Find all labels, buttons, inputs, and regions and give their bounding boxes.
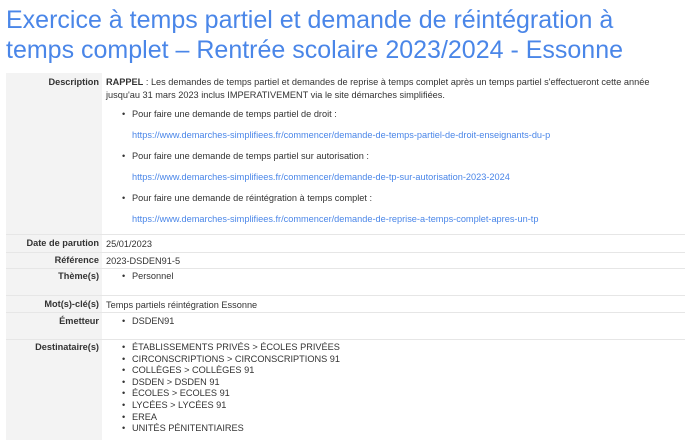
description-intro <box>106 73 685 102</box>
emetteur-list <box>120 316 685 328</box>
keywords-value: Temps partiels réintégration Essonne <box>106 300 258 310</box>
reference-value: 2023-DSDEN91-5 <box>106 256 181 266</box>
row-date <box>6 234 685 252</box>
page-title: Exercice à temps partiel et demande de réintégration à temps complet – Rentrée scolaire 2023/2024 - Essonne <box>6 6 624 64</box>
list-item: • LYCÉES > LYCÉES 91 <box>120 400 685 412</box>
row-reference <box>6 252 685 268</box>
description-list <box>120 150 685 163</box>
list-item: • Pour faire une demande de temps partiel de droit : <box>120 108 685 121</box>
destinataires-value <box>106 340 685 435</box>
label-destinataires: Destinataire(s) <box>6 340 102 440</box>
date-value: 25/01/2023 <box>106 239 152 249</box>
label-date: Date de parution <box>6 235 102 252</box>
list-item: • UNITÉS PÉNITENTIAIRES <box>120 423 685 435</box>
description-value <box>106 73 685 226</box>
link-temps-partiel-droit[interactable]: https://www.demarches-simplifiees.fr/commencer/demande-de-temps-partiel-de-droit-enseignants-du-p <box>132 130 551 140</box>
description-intro-bold: RAPPEL <box>106 77 144 87</box>
list-item: • ÉTABLISSEMENTS PRIVÉS > ÉCOLES PRIVÉES <box>120 342 685 354</box>
label-description: Description <box>6 73 102 234</box>
list-item: • Pour faire une demande de temps partiel sur autorisation : <box>120 150 685 163</box>
row-destinataires <box>6 339 685 440</box>
themes-list <box>120 271 685 283</box>
description-list <box>120 192 685 205</box>
row-themes <box>6 268 685 295</box>
label-reference: Référence <box>6 253 102 268</box>
description-list <box>120 108 685 121</box>
label-themes: Thème(s) <box>6 269 102 295</box>
list-item: • DSDEN91 <box>120 316 685 328</box>
link-reintegration[interactable]: https://www.demarches-simplifiees.fr/commencer/demande-de-reprise-a-temps-complet-apres-un-tp <box>132 214 539 224</box>
list-item: • EREA <box>120 412 685 424</box>
destinataires-list <box>120 342 685 435</box>
row-emetteur <box>6 312 685 339</box>
themes-value <box>106 269 685 283</box>
link-temps-partiel-autorisation[interactable]: https://www.demarches-simplifiees.fr/commencer/demande-de-tp-sur-autorisation-2023-2024 <box>132 172 510 182</box>
list-item: • ÉCOLES > ECOLES 91 <box>120 388 685 400</box>
list-item: • CIRCONSCRIPTIONS > CIRCONSCRIPTIONS 91 <box>120 354 685 366</box>
metadata-table <box>6 73 685 440</box>
list-item: • Personnel <box>120 271 685 283</box>
list-item: • Pour faire une demande de réintégration à temps complet : <box>120 192 685 205</box>
label-emetteur: Émetteur <box>6 313 102 339</box>
list-item: • COLLÈGES > COLLÈGES 91 <box>120 365 685 377</box>
list-item: • DSDEN > DSDEN 91 <box>120 377 685 389</box>
label-keywords: Mot(s)-clé(s) <box>6 296 102 312</box>
description-intro-text: : Les demandes de temps partiel et demandes de reprise à temps complet après un temps partiel s'effectueront cette année jusqu'au 31 mars 2023 inclus IMPERATIVEMENT via le site démarches simplifiées. <box>106 77 650 100</box>
row-keywords <box>6 295 685 312</box>
emetteur-value <box>106 313 685 328</box>
row-description <box>6 73 685 234</box>
